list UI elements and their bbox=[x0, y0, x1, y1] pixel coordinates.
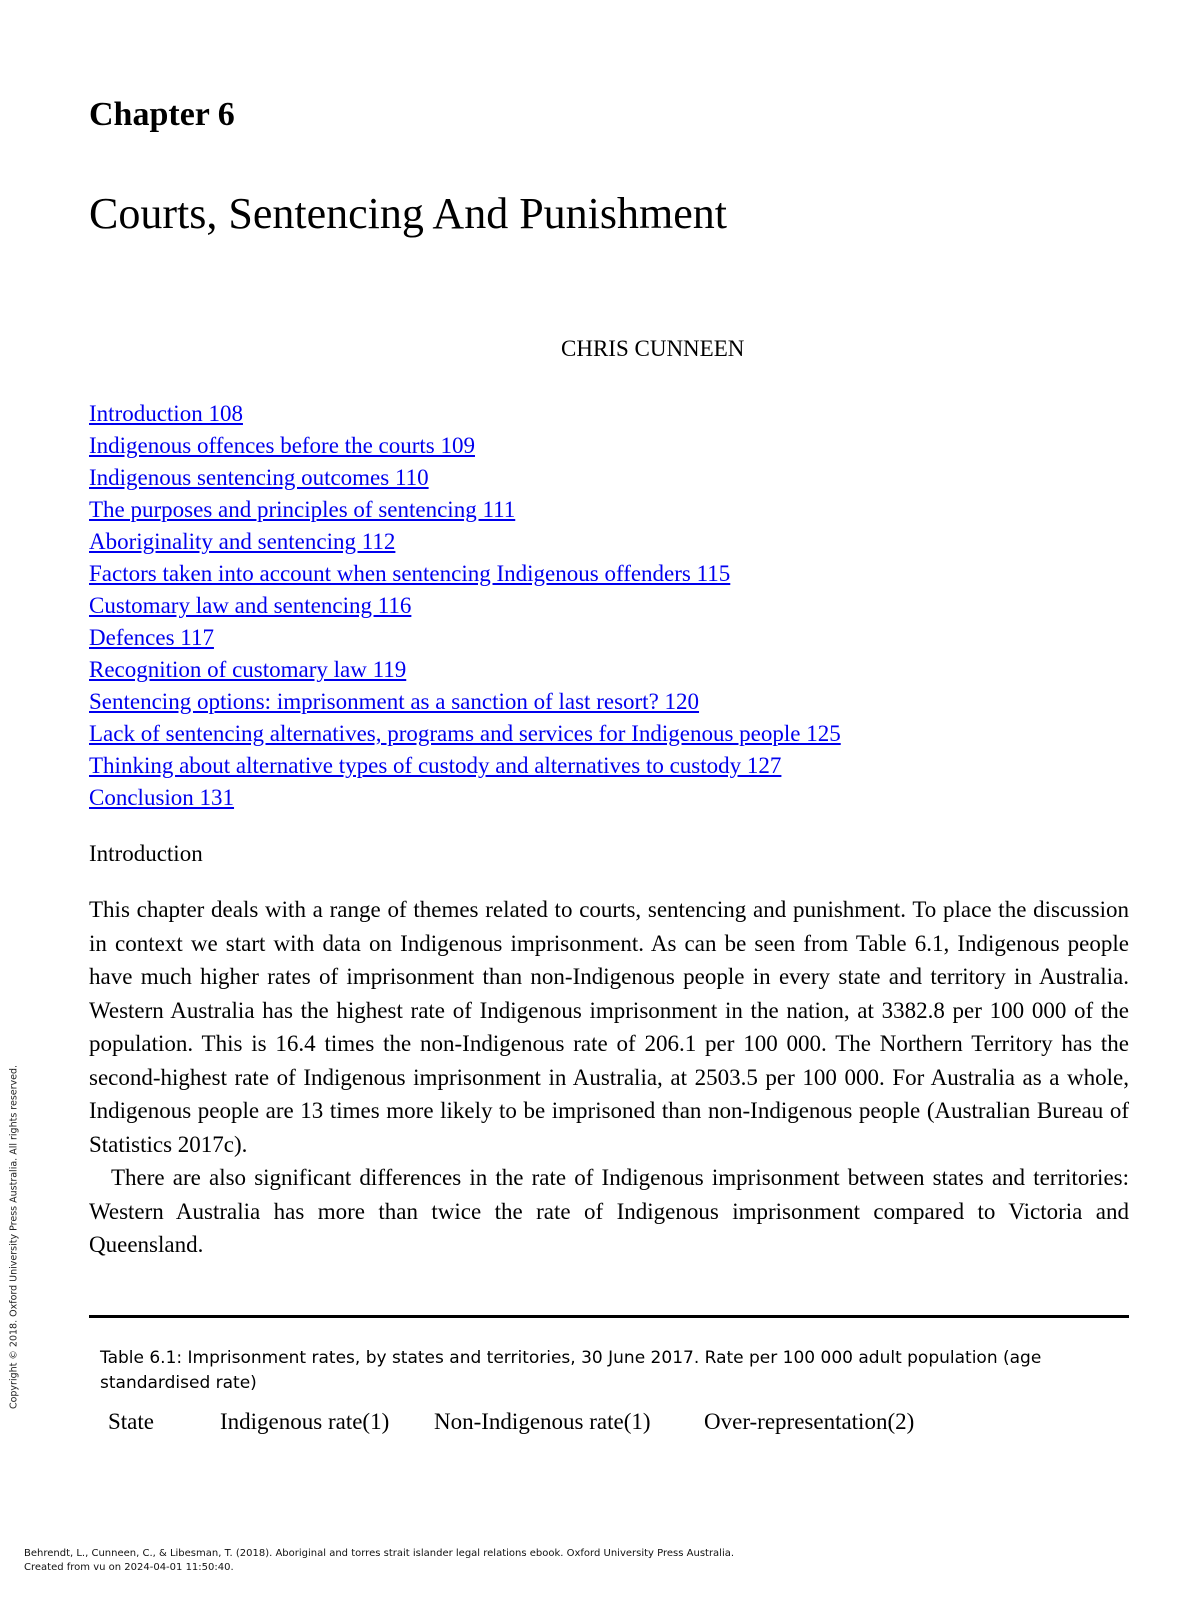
body-paragraph: This chapter deals with a range of themes related to courts, sentencing and punishment. To place the discussion in context we start with data on Indigenous imprisonment. As can be seen from Table 6.1, Indigenous people have much higher rates of imprisonment than non-Indigenous people in every state and territory in Australia. Western Australia has the highest rate of Indigenous imprisonment in the nation, at 3382.8 per 100 000 of the population. This is 16.4 times the non-Indigenous rate of 206.1 per 100 000. The Northern Territory has the second-highest rate of Indigenous imprisonment in Australia, at 2503.5 per 100 000. For Australia as a whole, Indigenous people are 13 times more likely to be imprisoned than non-Indigenous people (Australian Bureau of Statistics 2017c). bbox=[89, 897, 1129, 1157]
toc-item bbox=[89, 686, 841, 718]
column-header-over-representation: Over-representation(2) bbox=[704, 1409, 915, 1434]
column-header-indigenous-rate: Indigenous rate(1) bbox=[220, 1409, 390, 1434]
created-line: Created from vu on 2024-04-01 11:50:40. bbox=[24, 1562, 234, 1573]
copyright-text: Copyright © 2018. Oxford University Press Australia. All rights reserved. bbox=[8, 1064, 20, 1410]
column-header-non-indigenous-rate: Non-Indigenous rate(1) bbox=[434, 1409, 651, 1434]
toc-item bbox=[89, 558, 841, 590]
toc-item bbox=[89, 622, 841, 654]
toc-link-defences[interactable]: Defences 117 bbox=[89, 625, 214, 650]
toc-item bbox=[89, 494, 841, 526]
toc-link-conclusion[interactable]: Conclusion 131 bbox=[89, 785, 235, 810]
toc-link-sentencing-options[interactable]: Sentencing options: imprisonment as a sanction of last resort? 120 bbox=[89, 689, 700, 714]
toc-link-recognition[interactable]: Recognition of customary law 119 bbox=[89, 657, 407, 682]
body-paragraph: There are also significant differences in the rate of Indigenous imprisonment between states and territories: Western Australia has more than twice the rate of Indigenous imprisonment compared to Victoria and Queensland. bbox=[89, 1165, 1129, 1257]
table-of-contents bbox=[89, 398, 841, 814]
toc-item bbox=[89, 430, 841, 462]
table-caption: Table 6.1: Imprisonment rates, by states and territories, 30 June 2017. Rate per 100 000 adult population (age standardised rate) bbox=[100, 1348, 1042, 1393]
toc-link-alternative-custody[interactable]: Thinking about alternative types of custody and alternatives to custody 127 bbox=[89, 753, 782, 778]
table-top-rule bbox=[89, 1315, 1129, 1318]
citation-line: Behrendt, L., Cunneen, C., & Libesman, T. (2018). Aboriginal and torres strait islander legal relations ebook. Oxford University Press Australia. bbox=[24, 1548, 735, 1559]
toc-item bbox=[89, 462, 841, 494]
toc-link-sentencing-outcomes[interactable]: Indigenous sentencing outcomes 110 bbox=[89, 465, 429, 490]
toc-item bbox=[89, 782, 841, 814]
toc-item bbox=[89, 590, 841, 622]
chapter-title: Courts, Sentencing And Punishment bbox=[89, 189, 727, 238]
toc-item bbox=[89, 654, 841, 686]
citation-footer bbox=[24, 1547, 734, 1575]
toc-item bbox=[89, 398, 841, 430]
chapter-label: Chapter 6 bbox=[89, 96, 235, 133]
toc-item bbox=[89, 526, 841, 558]
toc-link-lack-of-alternatives[interactable]: Lack of sentencing alternatives, programs and services for Indigenous people 125 bbox=[89, 721, 841, 746]
toc-link-indigenous-offences[interactable]: Indigenous offences before the courts 109 bbox=[89, 433, 475, 458]
column-header-state: State bbox=[108, 1409, 154, 1434]
toc-link-aboriginality[interactable]: Aboriginality and sentencing 112 bbox=[89, 529, 396, 554]
toc-item bbox=[89, 750, 841, 782]
toc-item bbox=[89, 718, 841, 750]
body-text bbox=[89, 893, 1129, 1262]
section-heading: Introduction bbox=[89, 841, 203, 866]
author-name: CHRIS CUNNEEN bbox=[561, 336, 745, 361]
toc-link-purposes-principles[interactable]: The purposes and principles of sentencing 111 bbox=[89, 497, 516, 522]
toc-link-customary-law-sentencing[interactable]: Customary law and sentencing 116 bbox=[89, 593, 412, 618]
toc-link-introduction[interactable]: Introduction 108 bbox=[89, 401, 243, 426]
toc-link-factors[interactable]: Factors taken into account when sentencing Indigenous offenders 115 bbox=[89, 561, 731, 586]
